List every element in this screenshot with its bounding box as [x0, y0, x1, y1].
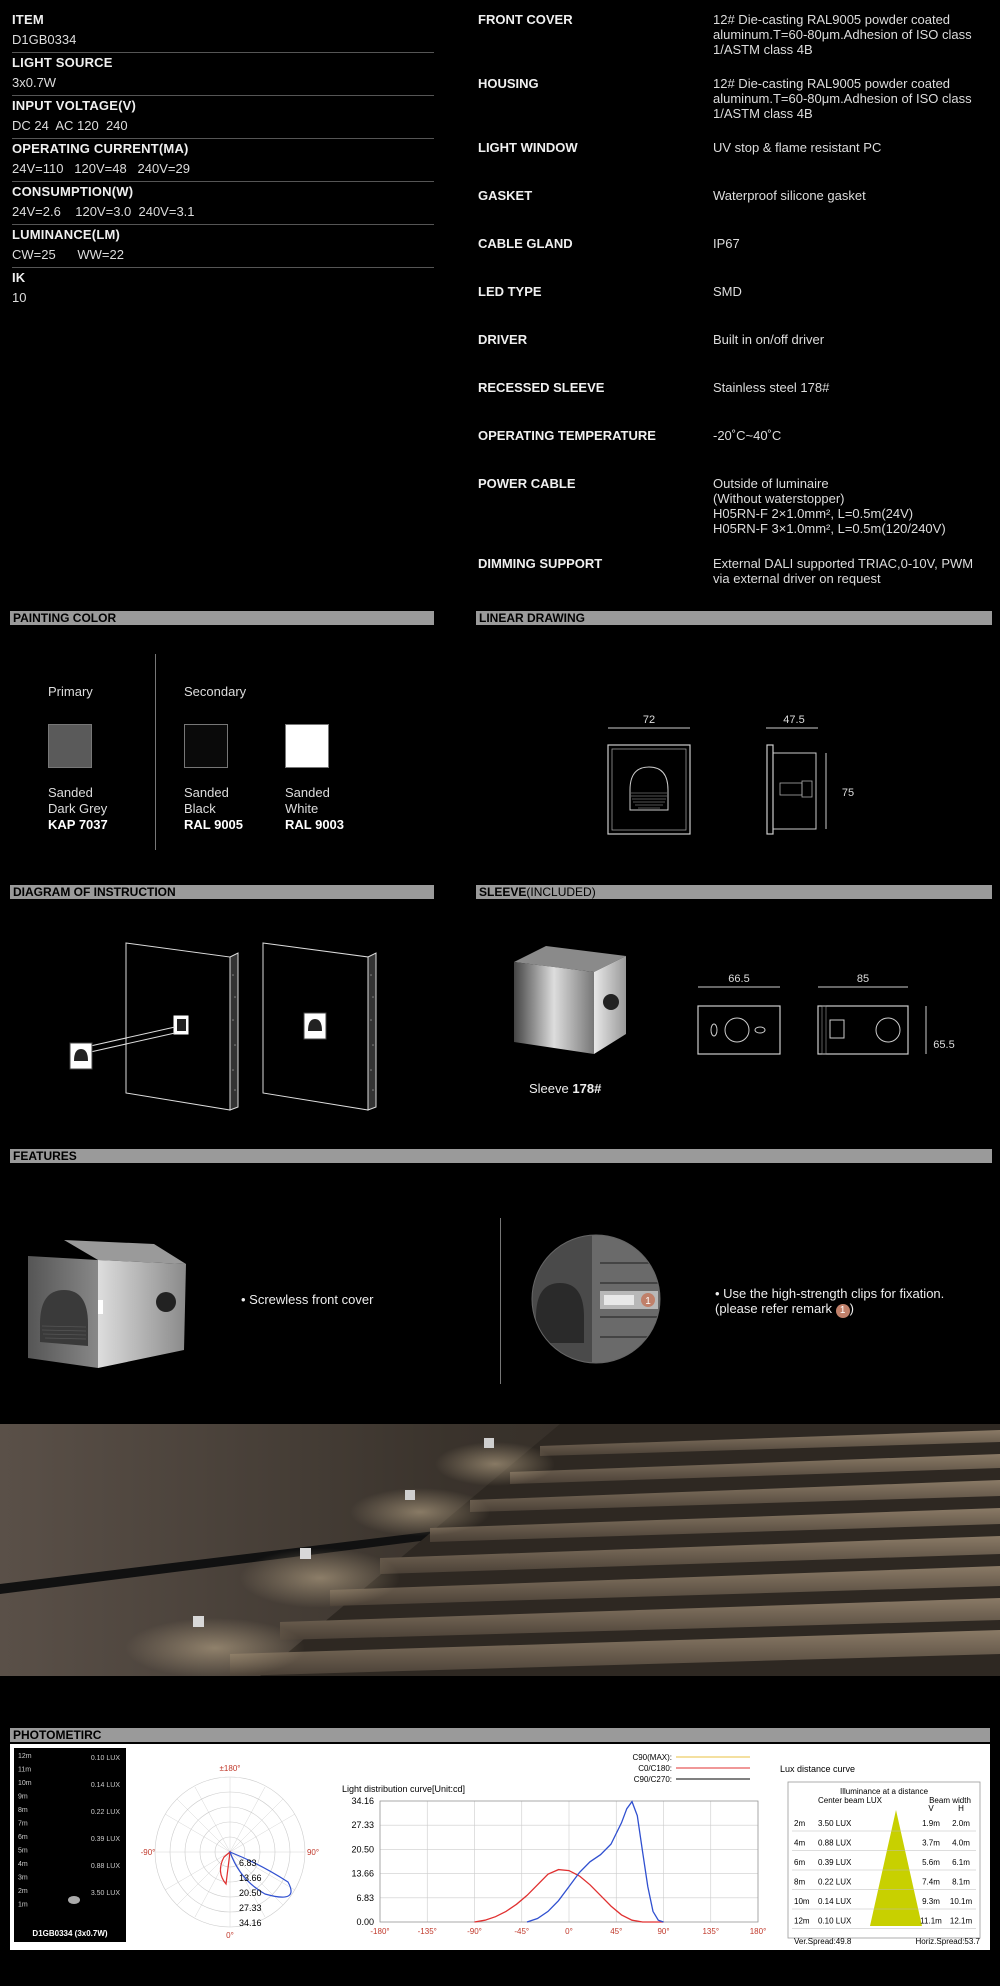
feature-text-2-close: ) [849, 1301, 855, 1316]
x-tick-label: -90° [467, 1927, 482, 1936]
polar-right: 90° [306, 1848, 320, 1857]
row-lux: 0.22 LUX [818, 1877, 852, 1887]
spec-value: D1GB0334 [12, 32, 77, 47]
col-v: V [928, 1804, 934, 1813]
polar-left: -90° [140, 1848, 156, 1857]
x-tick-label: 45° [610, 1927, 623, 1936]
spec-label: INPUT VOLTAGE(V) [12, 98, 137, 113]
horiz-spread: Horiz.Spread:53.7 [915, 1937, 980, 1946]
spec-label: CABLE GLAND [478, 236, 573, 251]
legend-c90max: C90(MAX): [632, 1753, 672, 1762]
dim-sleeve-a: 66.5 [728, 973, 750, 985]
row-h: 4.0m [952, 1838, 970, 1848]
ver-spread: Ver.Spread:49.8 [794, 1937, 852, 1946]
swatch-line1: Sanded [48, 785, 93, 800]
lux-height-label: 8m [18, 1807, 28, 1814]
dim-depth: 47.5 [783, 714, 805, 726]
sleeve-side-view [818, 1006, 908, 1054]
lux-height-label: 10m [18, 1780, 32, 1787]
feature-text-2 [715, 1286, 944, 1318]
spec-value: Outside of luminaire (Without waterstopper) H05RN-F 2×1.0mm², L=0.5m(24V) H05RN-F 3×1.0mm², L=0.5m(120/240V) [713, 476, 946, 536]
swatch-dark-grey [48, 724, 92, 768]
swatch-line1: Sanded [184, 785, 229, 800]
spec-row [478, 556, 988, 586]
dim-height: 75 [841, 787, 855, 799]
swatch-black [184, 724, 228, 768]
spec-value: Built in on/off driver [713, 332, 825, 347]
lux-height-label: 5m [18, 1847, 28, 1855]
row-lux: 0.14 LUX [818, 1897, 852, 1906]
sleeve-title: SLEEVE [479, 885, 527, 899]
beam-cone [870, 1810, 922, 1926]
chart-title: Light distribution curve[Unit:cd] [342, 1784, 466, 1794]
swatch-line2: Dark Grey [48, 801, 108, 816]
spec-label: CONSUMPTION(W) [12, 184, 134, 199]
x-tick-label: -45° [514, 1927, 530, 1936]
lux-distance-subtitle: Illuminance at a distance [839, 1787, 929, 1796]
spec-row [478, 188, 988, 222]
lux-height-label: 2m [18, 1888, 28, 1895]
row-lux: 0.39 LUX [818, 1858, 852, 1867]
swatch-code: KAP 7037 [48, 817, 108, 832]
section-bar-features: FEATURES [10, 1149, 992, 1163]
spec-label: GASKET [478, 188, 533, 203]
feature-text-2-line2 [715, 1301, 944, 1318]
swatch-white [285, 724, 329, 768]
row-lux: 0.88 LUX [818, 1838, 852, 1848]
feature-text-1: • Screwless front cover [241, 1292, 374, 1307]
lux-height-label: 9m [18, 1793, 28, 1801]
spec-row [478, 236, 988, 270]
lux-value-label: 0.10 LUX [90, 1755, 120, 1762]
lux-panel-footer: D1GB0334 (3x0.7W) [32, 1929, 108, 1938]
section-bar-diagram: DIAGRAM OF INSTRUCTION [10, 885, 434, 899]
x-tick-label: -135° [417, 1927, 437, 1936]
spec-row [12, 225, 434, 268]
row-lux: 3.50 LUX [818, 1819, 852, 1828]
spec-label: DIMMING SUPPORT [478, 556, 603, 571]
lux-height-label: 12m [18, 1753, 32, 1760]
divider [155, 654, 156, 850]
stairs-photo [0, 1424, 1000, 1676]
dim-width: 72 [642, 714, 656, 726]
feature-divider [500, 1218, 501, 1384]
feature-clip-image [530, 1233, 670, 1365]
lux-height-label: 4m [18, 1861, 28, 1868]
section-bar-photometric: PHOTOMETIRC [10, 1728, 990, 1742]
primary-label: Primary [48, 684, 93, 699]
y-tick-label: 27.33 [351, 1820, 374, 1831]
swatch-label-dark-grey [48, 785, 108, 833]
spec-label: IK [12, 270, 26, 285]
section-bar-linear: LINEAR DRAWING [476, 611, 992, 625]
spec-row [12, 10, 434, 53]
spec-value: 24V=2.6 120V=3.0 240V=3.1 [12, 204, 195, 219]
feature-text-2-remark: (please refer remark [715, 1301, 833, 1316]
lux-height-label: 6m [18, 1834, 28, 1841]
swatch-code: RAL 9003 [285, 817, 345, 832]
sleeve-caption-code: 178# [572, 1081, 602, 1096]
x-tick-label: 180° [749, 1927, 767, 1936]
spec-row [478, 380, 988, 414]
polar-bottom: 0° [226, 1931, 234, 1940]
swatch-label-black [184, 785, 243, 833]
swatch-line1: Sanded [285, 785, 330, 800]
spec-table-left [12, 10, 434, 311]
wall-light [405, 1490, 415, 1500]
spec-value: UV stop & flame resistant PC [713, 140, 882, 155]
remark-badge-inline: 1 [836, 1304, 850, 1318]
section-bar-sleeve [476, 885, 992, 899]
spec-row [12, 53, 434, 96]
lux-value-label: 0.14 LUX [90, 1782, 120, 1789]
col-h: H [958, 1804, 964, 1813]
sleeve-image [508, 942, 628, 1062]
y-tick-label: 20.50 [351, 1844, 374, 1855]
feature-text-2-line1: • Use the high-strength clips for fixation. [715, 1286, 945, 1301]
photometric-panel [10, 1744, 990, 1950]
lux-height-label: 7m [18, 1820, 28, 1828]
row-h: 12.1m [949, 1916, 973, 1926]
spec-label: DRIVER [478, 332, 528, 347]
wall-light [300, 1548, 311, 1559]
swatch-label-white [285, 785, 344, 833]
legend-c0c180: C0/C180: [638, 1764, 672, 1773]
lux-value-label: 0.88 LUX [90, 1863, 120, 1870]
remark-number: 1 [645, 1296, 651, 1307]
row-distance: 10m [794, 1897, 810, 1906]
row-v: 9.3m [922, 1897, 940, 1906]
lux-height-label: 1m [18, 1901, 28, 1909]
wall-light [484, 1438, 494, 1448]
polar-ring: 13.66 [239, 1873, 262, 1883]
dim-sleeve-c: 65.5 [933, 1039, 955, 1051]
polar-top: ±180° [219, 1764, 241, 1773]
lux-value-label: 0.22 LUX [90, 1809, 120, 1816]
spec-value: 10 [12, 290, 27, 305]
row-h: 10.1m [949, 1897, 973, 1906]
light-distribution-chart [330, 1746, 770, 1946]
linear-drawing [590, 705, 870, 845]
x-tick-label: -180° [370, 1927, 390, 1936]
row-lux: 0.10 LUX [818, 1916, 852, 1926]
lux-panel [14, 1748, 126, 1942]
lux-value-label: 0.39 LUX [90, 1836, 120, 1843]
spec-value: Stainless steel 178# [713, 380, 830, 395]
spec-value: -20˚C~40˚C [713, 428, 782, 443]
lux-distance-panel [780, 1748, 986, 1948]
spec-value: 12# Die-casting RAL9005 powder coated aluminum.T=60-80μm.Adhesion of ISO class 1/ASTM class 4B [713, 76, 972, 121]
col-beam: Beam width [929, 1796, 971, 1805]
row-v: 3.7m [922, 1838, 940, 1848]
spec-row [478, 332, 988, 366]
sleeve-caption [529, 1081, 601, 1096]
wall-light [193, 1616, 204, 1627]
lux-height-label: 11m [18, 1766, 32, 1774]
spec-row [478, 428, 988, 462]
secondary-label: Secondary [184, 684, 247, 699]
row-v: 7.4m [922, 1877, 940, 1887]
sleeve-title-suffix: (INCLUDED) [526, 885, 596, 899]
polar-ring: 27.33 [239, 1903, 262, 1913]
spec-row [478, 284, 988, 318]
polar-ring: 6.83 [239, 1858, 257, 1868]
swatch-line2: Black [184, 801, 216, 816]
x-tick-label: 135° [702, 1927, 720, 1936]
spec-row [12, 139, 434, 182]
swatch-line2: White [285, 801, 319, 816]
polar-ring: 34.16 [239, 1918, 262, 1928]
spec-label: POWER CABLE [478, 476, 576, 491]
polar-diagram [140, 1754, 320, 1944]
front-view [608, 745, 690, 834]
spec-value: SMD [713, 284, 742, 299]
spec-label: ITEM [12, 12, 44, 27]
spec-value: 3x0.7W [12, 75, 57, 90]
row-distance: 2m [794, 1819, 806, 1828]
y-tick-label: 13.66 [351, 1868, 374, 1879]
spec-label: LED TYPE [478, 284, 542, 299]
spec-label: RECESSED SLEEVE [478, 380, 605, 395]
spec-value: IP67 [713, 236, 740, 251]
side-view [767, 745, 773, 834]
sleeve-caption-text: Sleeve [529, 1081, 573, 1096]
spec-value: Waterproof silicone gasket [713, 188, 866, 203]
row-v: 11.1m [920, 1916, 942, 1926]
lux-value-label: 3.50 LUX [90, 1890, 120, 1897]
spec-label: LUMINANCE(LM) [12, 227, 121, 242]
row-h: 8.1m [952, 1877, 970, 1887]
spec-table-right [478, 12, 988, 600]
installation-diagram [60, 935, 380, 1115]
row-h: 2.0m [952, 1819, 970, 1828]
spec-label: OPERATING TEMPERATURE [478, 428, 656, 443]
x-tick-label: 0° [565, 1927, 573, 1936]
spec-value: CW=25 WW=22 [12, 247, 124, 262]
lux-height-label: 3m [18, 1874, 28, 1882]
spec-value: DC 24 AC 120 240 [12, 118, 128, 133]
spec-label: LIGHT SOURCE [12, 55, 113, 70]
swatch-code: RAL 9005 [184, 817, 244, 832]
spec-row [478, 76, 988, 126]
polar-ring: 20.50 [239, 1888, 262, 1898]
sleeve-top-view [698, 1006, 780, 1054]
spec-row [12, 182, 434, 225]
spec-row [12, 268, 434, 311]
spec-label: HOUSING [478, 76, 539, 91]
col-center: Center beam LUX [817, 1796, 883, 1805]
row-distance: 8m [794, 1877, 806, 1887]
series-line [527, 1802, 664, 1922]
row-distance: 4m [794, 1838, 806, 1848]
lux-distance-title: Lux distance curve [780, 1764, 856, 1774]
spec-value: 12# Die-casting RAL9005 powder coated aluminum.T=60-80μm.Adhesion of ISO class 1/ASTM class 4B [713, 12, 972, 57]
row-v: 5.6m [922, 1858, 940, 1867]
spec-label: OPERATING CURRENT(MA) [12, 141, 189, 156]
y-tick-label: 34.16 [351, 1796, 374, 1806]
spec-row [478, 12, 988, 62]
spec-row [478, 140, 988, 174]
sleeve-drawing [690, 970, 990, 1090]
y-tick-label: 0.00 [356, 1917, 374, 1927]
dim-sleeve-b: 85 [856, 973, 870, 985]
spec-label: FRONT COVER [478, 12, 573, 27]
spec-row [12, 96, 434, 139]
row-v: 1.9m [922, 1819, 940, 1828]
row-distance: 12m [794, 1916, 810, 1926]
row-distance: 6m [794, 1858, 806, 1867]
section-bar-painting: PAINTING COLOR [10, 611, 434, 625]
row-h: 6.1m [952, 1858, 970, 1867]
x-tick-label: 90° [657, 1927, 670, 1936]
spec-label: LIGHT WINDOW [478, 140, 578, 155]
y-tick-label: 6.83 [356, 1892, 374, 1903]
spec-value: 24V=110 120V=48 240V=29 [12, 161, 190, 176]
spec-value: External DALI supported TRIAC,0-10V, PWM via external driver on request [713, 556, 974, 586]
legend-c90c270: C90/C270: [633, 1775, 672, 1784]
spec-row [478, 476, 988, 542]
feature-fixture-image [24, 1230, 194, 1370]
